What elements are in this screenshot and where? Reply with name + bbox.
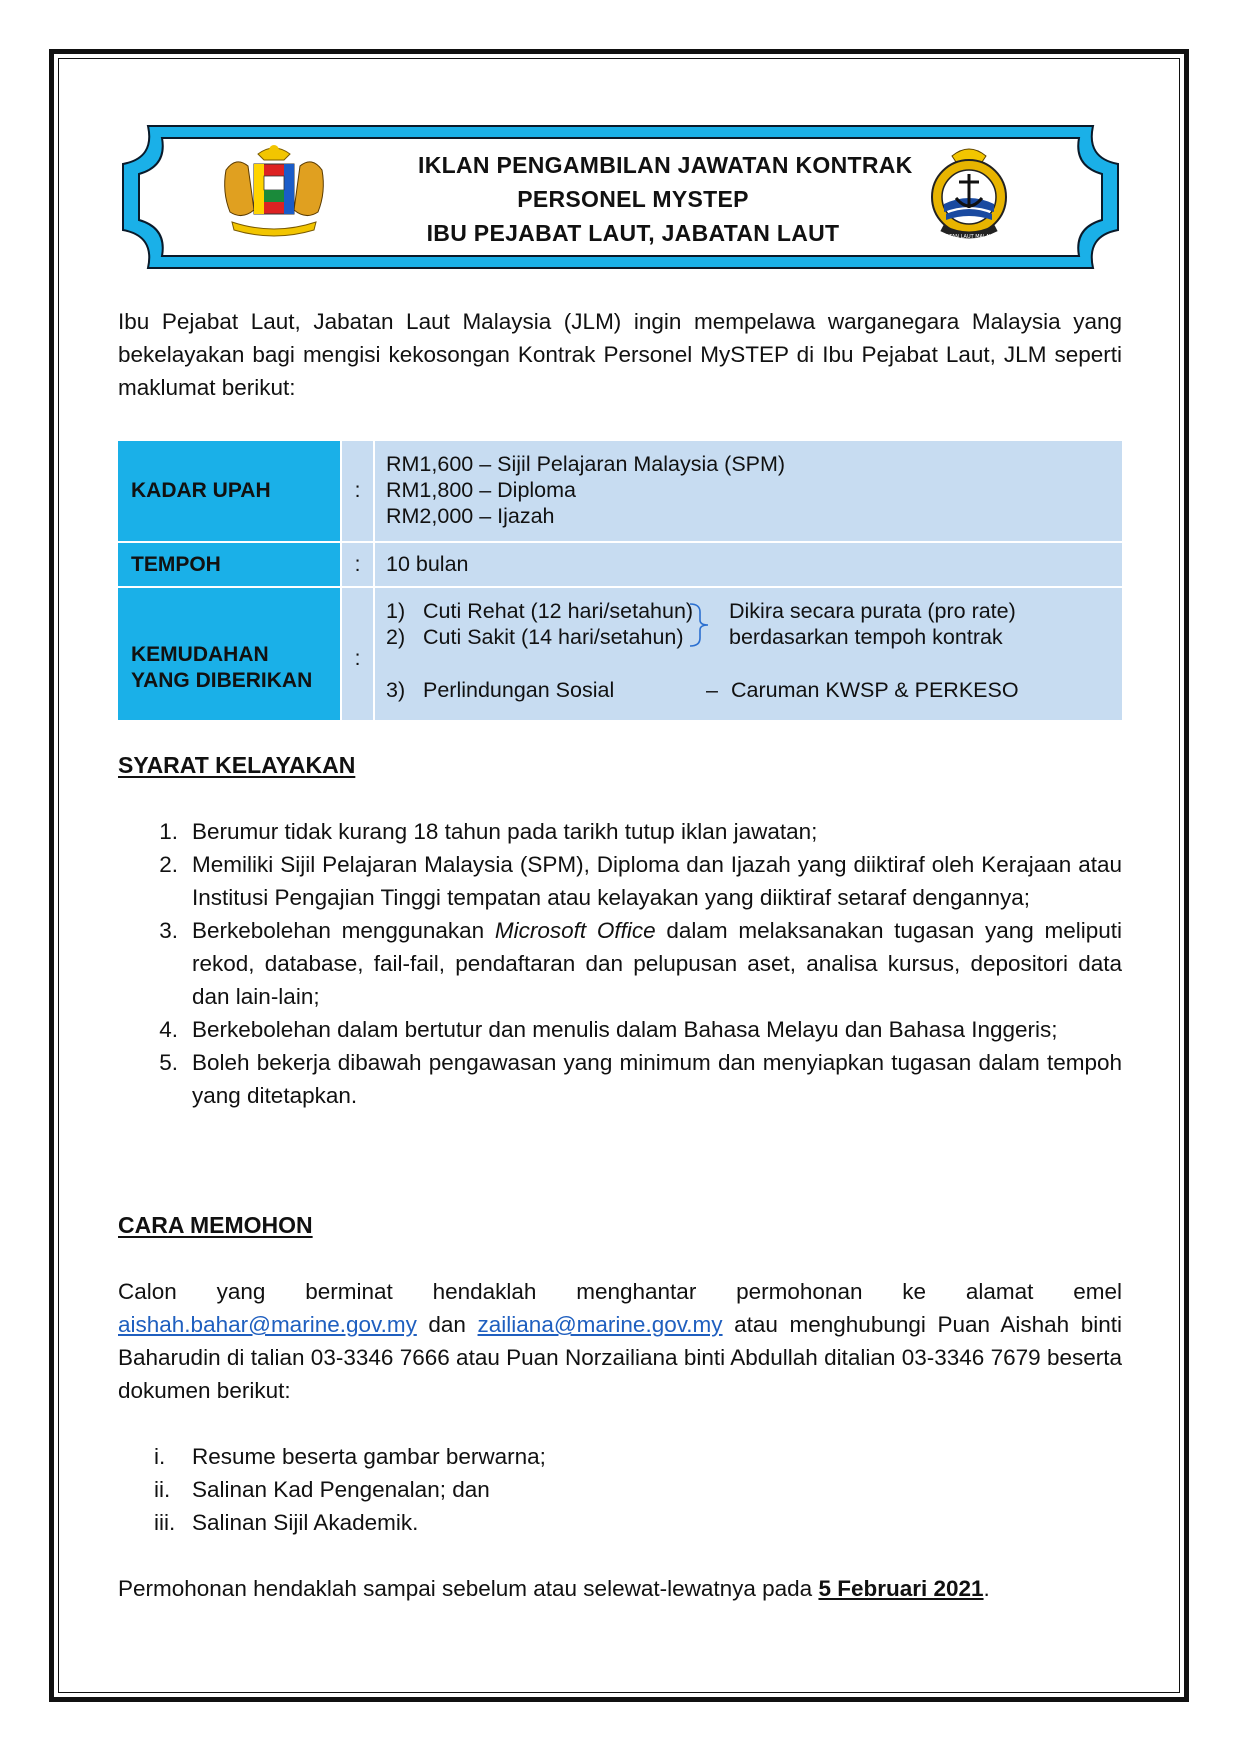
list-item: 5. Boleh bekerja dibawah pengawasan yang minimum dan menyiapkan tugasan dalam tempoh yang ditetapkan. <box>159 1050 1122 1108</box>
leave-note-2: berdasarkan tempoh kontrak <box>729 625 1003 649</box>
list-item: i. Resume beserta gambar berwarna; <box>154 1444 546 1469</box>
colon: : <box>342 543 373 586</box>
item-1-text: Cuti Rehat (12 hari/setahun) <box>423 599 694 623</box>
list-item: ii. Salinan Kad Pengenalan; dan <box>154 1477 490 1502</box>
heading-syarat-kelayakan: SYARAT KELAYAKAN <box>118 752 356 778</box>
crest-text: JABATAN LAUT MALAYSIA <box>937 234 1001 240</box>
title-line-3: IBU PEJABAT LAUT, JABATAN LAUT <box>426 220 840 246</box>
wage-diploma: RM1,800 – Diploma <box>386 478 577 502</box>
social-note: Caruman KWSP & PERKESO <box>731 678 1019 702</box>
row-kemudahan <box>118 588 1122 720</box>
documents-list <box>118 1440 1122 1539</box>
row-kadar-upah <box>118 441 1122 541</box>
eligibility-list <box>118 815 1122 1112</box>
wage-spm: RM1,600 – Sijil Pelajaran Malaysia (SPM) <box>386 452 786 476</box>
list-item: 4. Berkebolehan dalam bertutur dan menulis dalam Bahasa Melayu dan Bahasa Inggeris; <box>159 1017 1058 1042</box>
colon: : <box>342 588 373 720</box>
brace-icon <box>688 602 712 648</box>
intro-paragraph: Ibu Pejabat Laut, Jabatan Laut Malaysia (JLM) ingin mempelawa warganegara Malaysia yang bekelayakan bagi mengisi kekosongan Kontrak Personel MySTEP di Ibu Pejabat Laut, JLM seperti maklumat berikut: <box>118 309 1122 400</box>
deadline-date: 5 Februari 2021 <box>818 1576 984 1601</box>
item-2-text: Cuti Sakit (14 hari/setahun) <box>423 625 684 649</box>
microsoft-office-term: Microsoft Office <box>494 918 656 943</box>
email-link-aishah[interactable]: aishah.bahar@marine.gov.my <box>118 1312 417 1337</box>
jabatan-laut-malaysia-crest-icon <box>928 142 1010 242</box>
email-link-zailiana[interactable]: zailiana@marine.gov.my <box>477 1312 723 1337</box>
title-line-1: IKLAN PENGAMBILAN JAWATAN KONTRAK <box>418 152 913 178</box>
label-kemudahan-2: YANG DIBERIKAN <box>131 669 313 692</box>
label-tempoh: TEMPOH <box>118 543 340 586</box>
row-tempoh <box>118 543 1122 586</box>
leave-note-1: Dikira secara purata (pro rate) <box>729 599 1016 623</box>
closing-paragraph: Permohonan hendaklah sampai sebelum atau selewat-lewatnya pada 5 Februari 2021. <box>118 1576 990 1601</box>
list-item: 2. Memiliki Sijil Pelajaran Malaysia (SPM), Diploma dan Ijazah yang diiktiraf oleh Kerajaan atau Institusi Pengajian Tinggi tempatan atau kelayakan yang diiktiraf setaraf dengannya; <box>159 852 1122 910</box>
heading-cara-memohon: CARA MEMOHON <box>118 1212 313 1238</box>
label-kadar-upah: KADAR UPAH <box>118 441 340 541</box>
item-3-num: 3) <box>386 678 406 702</box>
malaysia-coat-of-arms-icon <box>218 140 330 240</box>
banner-title <box>418 148 913 250</box>
info-table <box>118 441 1122 722</box>
item-1-num: 1) <box>386 599 406 623</box>
item-3-text: Perlindungan Sosial <box>423 678 615 702</box>
list-item: 1. Berumur tidak kurang 18 tahun pada tarikh tutup iklan jawatan; <box>159 819 818 844</box>
apply-paragraph: Calon yang berminat hendaklah menghantar permohonan ke alamat emel aishah.bahar@marine.gov.my dan zailiana@marine.gov.my atau menghubungi Puan Aishah binti Baharudin di talian 03-3346 7666 atau Puan Norzailiana binti Abdullah ditalian 03-3346 7679 beserta dokumen berikut: <box>118 1279 1122 1403</box>
list-item: iii. Salinan Sijil Akademik. <box>154 1510 419 1535</box>
title-line-2: PERSONEL MYSTEP <box>517 186 749 212</box>
label-kemudahan-1: KEMUDAHAN <box>131 643 269 666</box>
header-banner <box>118 118 1123 276</box>
dash: – <box>706 678 718 702</box>
wage-ijazah: RM2,000 – Ijazah <box>386 504 555 528</box>
item-2-num: 2) <box>386 625 406 649</box>
list-item: 3. Berkebolehan menggunakan Microsoft Office dalam melaksanakan tugasan yang meliputi rekod, database, fail-fail, pendaftaran dan pelupusan aset, analisa kursus, depositori data dan lain-lain; <box>159 918 1122 1009</box>
value-tempoh: 10 bulan <box>375 543 1122 586</box>
colon: : <box>342 441 373 541</box>
